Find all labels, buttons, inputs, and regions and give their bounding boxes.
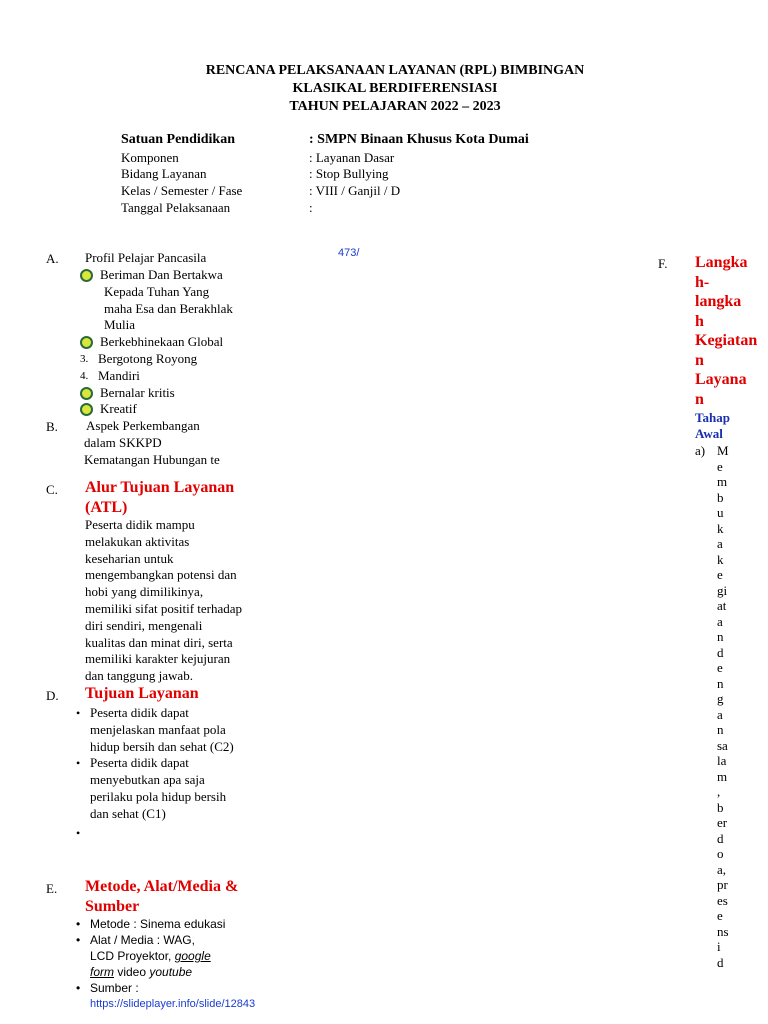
bullet-icon: • <box>76 706 81 720</box>
stray-number: 473/ <box>338 247 360 259</box>
section-f-heading-line: h <box>695 312 704 330</box>
section-e-heading-line: Sumber <box>85 898 140 915</box>
section-e-list <box>76 916 296 1012</box>
list-item-text: Mulia <box>104 317 136 333</box>
meta-label-satuan: Satuan Pendidikan <box>121 132 235 147</box>
vertical-char: u <box>717 505 724 520</box>
list-item <box>80 385 280 402</box>
section-c-heading-line: (ATL) <box>85 499 128 516</box>
bullet-icon: • <box>76 825 81 840</box>
section-c-line: mengembangkan potensi dan <box>85 567 237 583</box>
section-f-item-marker: a) <box>695 443 706 458</box>
vertical-char: sa <box>717 737 728 753</box>
section-c-line: memiliki karakter kejujuran <box>85 651 231 667</box>
vertical-char: pr <box>717 877 728 892</box>
metode-text: Metode : Sinema edukasi <box>90 917 226 931</box>
list-item-text: Kepada Tuhan Yang <box>104 283 210 299</box>
meta-value-komponen: : Layanan Dasar <box>309 150 395 165</box>
doc-title-line-3: TAHUN PELAJARAN 2022 – 2023 <box>289 99 501 114</box>
section-c-heading <box>85 478 234 518</box>
meta-label-bidang: Bidang Layanan <box>121 166 207 181</box>
vertical-char: n <box>717 722 724 737</box>
sumber-label: Sumber : <box>90 981 139 995</box>
vertical-char: n <box>717 675 724 691</box>
vertical-char: k <box>717 520 724 536</box>
vertical-char: a <box>717 706 723 722</box>
section-d-letter: D. <box>46 688 59 703</box>
meta-label-tanggal: Tanggal Pelaksanaan <box>121 200 231 215</box>
list-item-text: dan sehat (C1) <box>90 805 166 821</box>
list-number: 3. <box>80 352 89 365</box>
list-item <box>80 401 280 418</box>
section-e-heading <box>85 877 238 917</box>
video-text: video <box>114 965 150 979</box>
list-item-text: menyebutkan apa saja <box>90 772 205 788</box>
section-a-title: Profil Pelajar Pancasila <box>85 250 207 265</box>
vertical-char: g <box>717 691 724 706</box>
vertical-char: e <box>717 660 723 675</box>
section-c-line: Peserta didik mampu <box>85 517 195 532</box>
section-b-line: Kematangan Hubungan te <box>84 451 220 467</box>
list-item-text: maha Esa dan Berakhlak <box>104 300 233 316</box>
subheading-line: Tahap <box>695 410 730 425</box>
meta-value-tanggal: : <box>309 200 313 215</box>
google-text: google <box>174 949 211 963</box>
alat-text-line3 <box>90 964 211 980</box>
bullet-icon: • <box>76 917 81 931</box>
vertical-char: a, <box>717 861 727 877</box>
form-text: form <box>90 965 114 979</box>
section-a-list <box>80 267 280 418</box>
vertical-char: k <box>717 551 724 567</box>
section-c-line: diri sendiri, mengenali <box>85 617 203 633</box>
list-item-text: Bergotong Royong <box>98 350 198 366</box>
list-item-text: Berkebhinekaan Global <box>100 334 224 350</box>
vertical-char: b <box>717 799 724 815</box>
list-item <box>80 267 280 334</box>
list-item <box>76 755 286 822</box>
meta-label-komponen: Komponen <box>121 150 179 165</box>
section-f-vertical-text <box>717 443 737 970</box>
meta-label-kelas: Kelas / Semester / Fase <box>121 183 243 198</box>
circle-bullet-icon <box>80 269 93 282</box>
section-f-heading <box>695 253 765 409</box>
circle-bullet-icon <box>80 336 93 349</box>
section-b-line: Aspek Perkembangan <box>86 418 200 433</box>
list-item-text: menjelaskan manfaat pola <box>90 721 226 737</box>
vertical-char: n <box>717 629 724 644</box>
vertical-char: i <box>717 939 721 954</box>
circle-bullet-icon <box>80 387 93 400</box>
list-item-text: hidup bersih dan sehat (C2) <box>90 738 234 754</box>
section-c-letter: C. <box>46 482 58 497</box>
list-item <box>76 825 286 842</box>
section-e-letter: E. <box>46 881 58 896</box>
section-f-heading-line: n <box>695 390 704 408</box>
section-a-letter: A. <box>46 251 59 266</box>
section-f-subheading <box>695 410 730 442</box>
list-item-text: Peserta didik dapat <box>90 755 189 771</box>
circle-bullet-icon <box>80 403 93 416</box>
doc-title-line-1: RENCANA PELAKSANAAN LAYANAN (RPL) BIMBINGAN <box>205 63 585 78</box>
list-item <box>80 368 280 385</box>
section-e-heading-line: Metode, Alat/Media & <box>85 878 239 895</box>
vertical-char: m <box>717 474 728 489</box>
vertical-char: e <box>717 908 723 923</box>
vertical-char: er <box>717 815 728 830</box>
list-item-text: perilaku pola hidup bersih <box>90 788 227 804</box>
meta-value-kelas: : VIII / Ganjil / D <box>309 183 401 198</box>
doc-title-line-2: KLASIKAL BERDIFERENSIASI <box>292 81 498 96</box>
section-c-line: hobi yang dimilikinya, <box>85 584 204 600</box>
list-item-text: Bernalar kritis <box>100 384 175 400</box>
sumber-link[interactable]: https://slideplayer.info/slide/12843 <box>90 998 256 1010</box>
meta-value-satuan: : SMPN Binaan Khusus Kota Dumai <box>309 132 529 147</box>
list-item-text: Mandiri <box>98 367 140 383</box>
vertical-char: a <box>717 536 723 551</box>
list-item-text: Peserta didik dapat <box>90 705 189 720</box>
vertical-char: at <box>717 598 727 613</box>
section-f-heading-line: langka <box>695 293 742 310</box>
list-number: 4. <box>80 369 89 382</box>
section-d-list <box>76 705 286 841</box>
bullet-icon: • <box>76 981 81 995</box>
vertical-char: , <box>717 784 721 799</box>
list-item <box>80 351 280 368</box>
alat-text: LCD Proyektor, <box>90 949 175 963</box>
section-f-heading-line: Layana <box>695 371 747 388</box>
section-b-line: dalam SKKPD <box>84 434 162 450</box>
vertical-char: M <box>717 443 729 458</box>
vertical-char: la <box>717 753 727 768</box>
vertical-char: d <box>717 830 724 846</box>
section-c-line: keseharian untuk <box>85 550 174 566</box>
section-d-heading: Tujuan Layanan <box>85 685 199 702</box>
list-item <box>76 932 296 980</box>
vertical-char: e <box>717 458 723 474</box>
section-c-line: dan tanggung jawab. <box>85 668 193 684</box>
alat-text: Alat / Media : WAG, <box>90 933 195 947</box>
vertical-char: ns <box>717 923 729 939</box>
section-b-letter: B. <box>46 419 58 434</box>
vertical-char: a <box>717 613 723 629</box>
section-f-heading-line: n <box>695 351 704 369</box>
vertical-char: es <box>717 892 728 908</box>
section-c-line: memiliki sifat positif terhadap <box>85 600 243 616</box>
bullet-icon: • <box>76 933 81 947</box>
section-c-body <box>85 517 285 685</box>
list-item <box>76 916 296 932</box>
vertical-char: b <box>717 489 724 505</box>
youtube-text: youtube <box>149 965 193 979</box>
subheading-line: Awal <box>695 426 723 441</box>
section-f-heading-line: Kegiatan <box>695 332 758 349</box>
section-c-line: kualitas dan minat diri, serta <box>85 634 233 650</box>
vertical-char: d <box>717 644 724 660</box>
list-item-text: Kreatif <box>100 401 137 417</box>
section-f-letter: F. <box>658 256 668 271</box>
vertical-char: m <box>717 768 728 784</box>
list-item <box>76 705 286 755</box>
section-c-line: melakukan aktivitas <box>85 533 190 549</box>
list-item <box>76 980 296 1012</box>
bullet-icon: • <box>76 756 81 771</box>
vertical-char: d <box>717 954 724 970</box>
vertical-char: e <box>717 567 723 582</box>
meta-value-bidang: : Stop Bullying <box>309 166 389 181</box>
section-b-text <box>84 418 220 468</box>
vertical-char: gi <box>717 582 728 598</box>
list-item-text: Beriman Dan Bertakwa <box>100 267 223 282</box>
vertical-char: o <box>717 846 724 861</box>
section-f-heading-line: h- <box>695 273 710 291</box>
alat-text-line2 <box>90 948 211 964</box>
section-c-heading-line: Alur Tujuan Layanan <box>85 479 235 496</box>
section-f-heading-line: Langka <box>695 254 748 271</box>
list-item <box>80 334 280 351</box>
